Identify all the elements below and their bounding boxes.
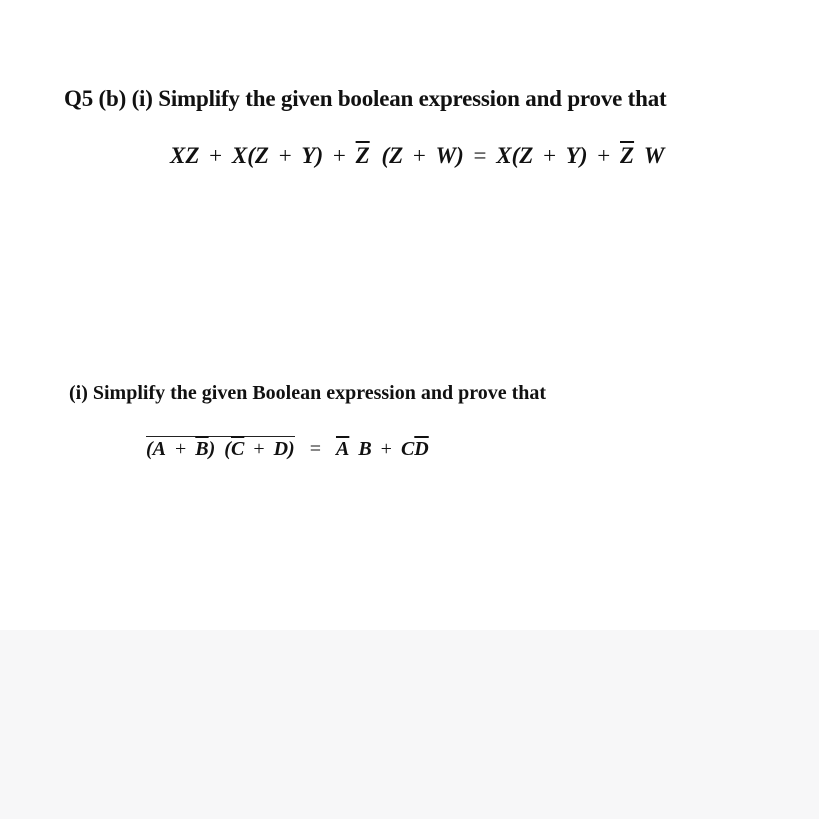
- plus-operator: +: [412, 143, 426, 168]
- boolean-equation-2: [146, 436, 429, 461]
- equation-term: (: [224, 438, 231, 460]
- plus-operator: +: [209, 143, 223, 168]
- complement-term: $\overline{C}$: [230, 438, 245, 460]
- plus-operator: +: [332, 143, 346, 168]
- equals-sign: =: [309, 438, 321, 460]
- equation-term: XZ: [170, 143, 200, 168]
- subquestion-title: (i) Simplify the given Boolean expression and prove that: [69, 382, 547, 404]
- equation-term: D): [273, 438, 295, 460]
- plus-operator: +: [175, 438, 187, 460]
- complement-expression: [146, 436, 295, 461]
- complement-term: $\overline{Z}$: [620, 143, 635, 168]
- complement-term: $\overline{Z}$: [355, 143, 370, 168]
- equation-term: (A: [146, 438, 166, 460]
- equation-term: X(Z: [231, 143, 269, 168]
- plus-operator: +: [253, 438, 265, 460]
- equation-term: (Z: [381, 143, 404, 168]
- equation-term: W: [643, 143, 665, 168]
- complement-term: $\overline{D}$: [414, 438, 429, 460]
- equation-term: W): [435, 143, 464, 168]
- plus-operator: +: [597, 143, 611, 168]
- equation-term: Y): [565, 143, 588, 168]
- equation-term: B: [358, 438, 372, 460]
- equals-sign: =: [473, 143, 487, 168]
- equation-term: C: [400, 438, 415, 460]
- equation-term: Y): [301, 143, 324, 168]
- empty-footer-area: [0, 630, 819, 819]
- complement-term: $\overline{B}$: [195, 438, 209, 460]
- equation-term: X(Z: [496, 143, 534, 168]
- complement-term: $\overline{A}$: [335, 438, 350, 460]
- plus-operator: +: [278, 143, 292, 168]
- boolean-equation-1: [170, 143, 664, 169]
- question-title: Q5 (b) (i) Simplify the given boolean expression and prove that: [64, 86, 667, 111]
- plus-operator: +: [543, 143, 557, 168]
- plus-operator: +: [380, 438, 392, 460]
- equation-term: ): [208, 438, 216, 460]
